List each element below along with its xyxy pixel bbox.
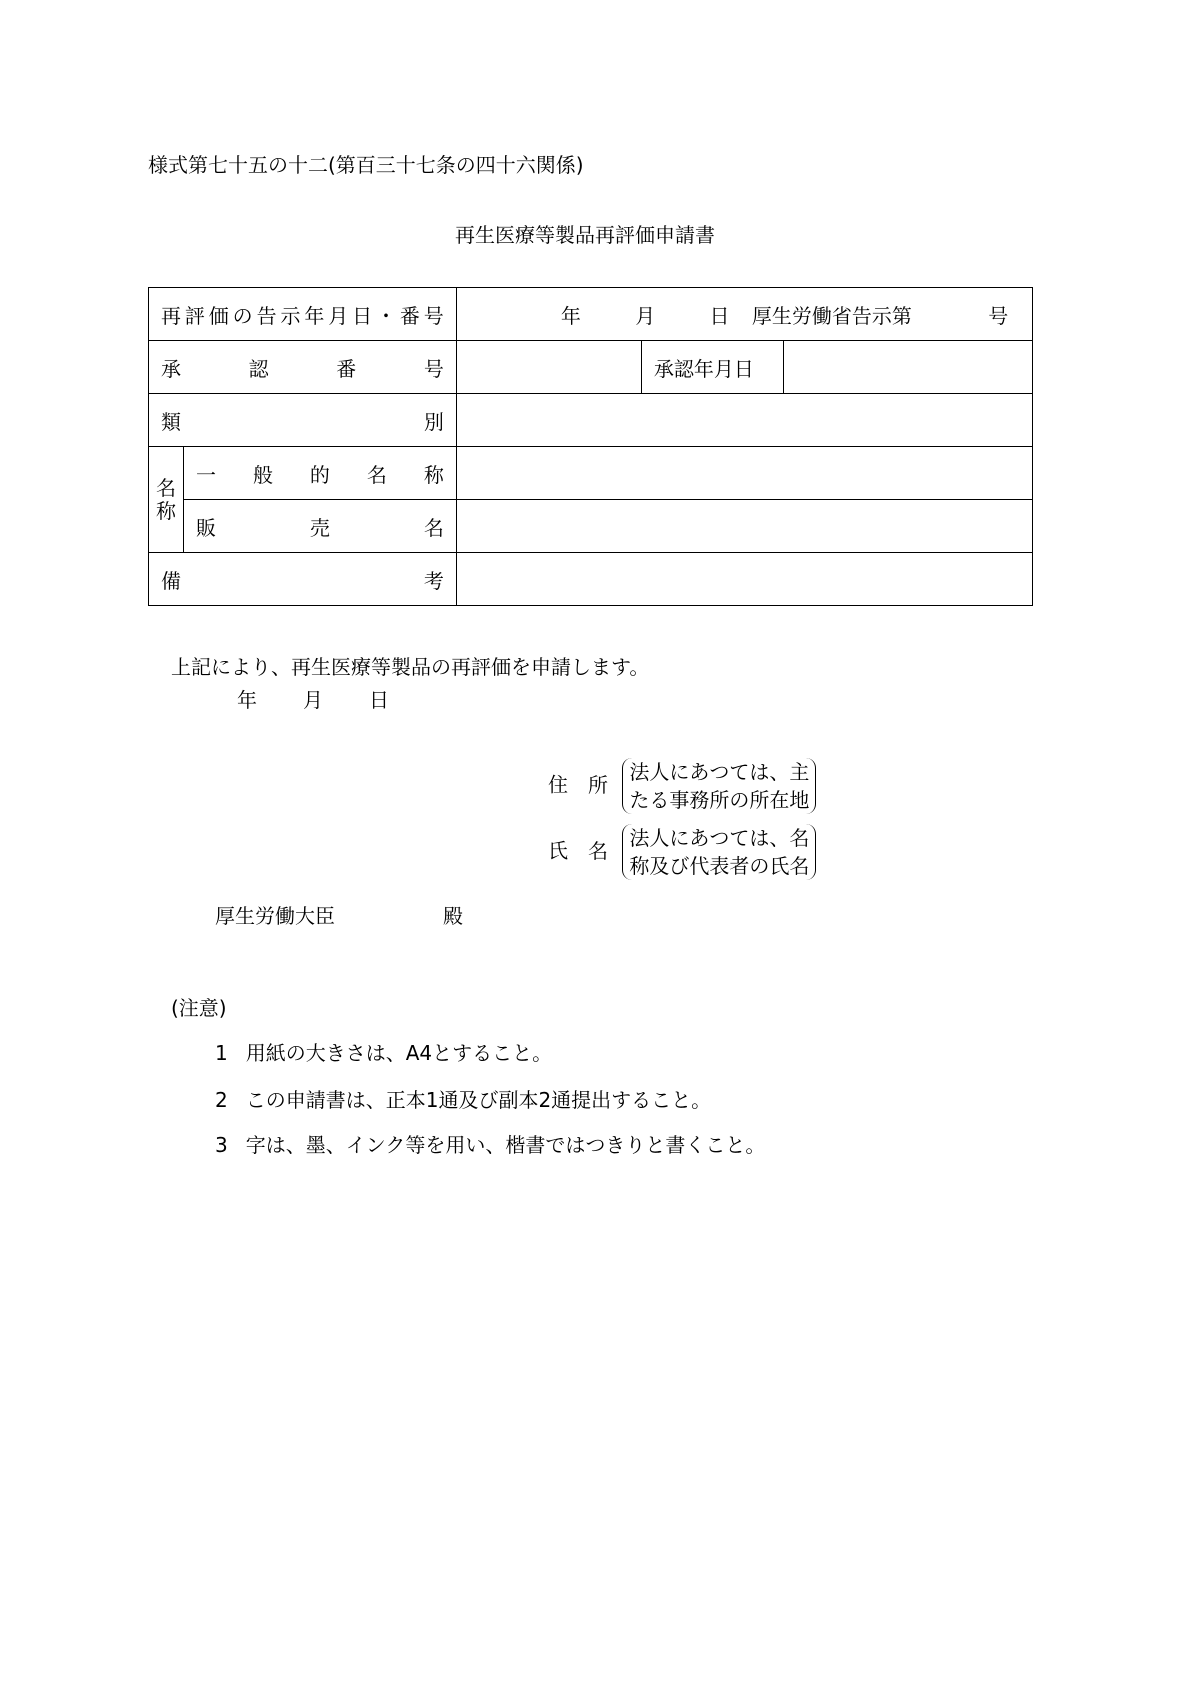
application-table [148, 287, 1033, 606]
address-note-line: たる事務所の所在地 [629, 788, 810, 812]
month-label: 月 [303, 688, 323, 712]
table-row [149, 394, 1033, 447]
name-note [622, 824, 816, 880]
label-char: 考 [423, 568, 444, 593]
number-label: 号 [988, 303, 1009, 328]
note-item [215, 1043, 552, 1063]
page-title: 再生医療等製品再評価申請書 [455, 223, 715, 247]
category-field[interactable] [456, 394, 1032, 447]
addressee-title: 厚生労働大臣 [215, 904, 335, 928]
label-char: 名 [423, 515, 444, 540]
address-label-2: 所 [588, 772, 608, 797]
label-char: 備 [161, 568, 181, 593]
address-note-line: 法人にあつては、主 [629, 760, 810, 784]
remarks-field[interactable] [456, 553, 1032, 606]
remarks-label [149, 553, 457, 606]
table-row [149, 288, 1033, 341]
label-char: ・ [376, 303, 397, 328]
year-label: 年 [237, 688, 257, 712]
name-label-2: 名 [588, 838, 608, 863]
label-char: 売 [309, 515, 330, 540]
label-char: 再 [161, 303, 181, 328]
approval-date-field[interactable] [783, 341, 1032, 394]
notes-heading: (注意) [171, 996, 227, 1020]
category-label [149, 394, 457, 447]
name-note-line: 称及び代表者の氏名 [629, 854, 810, 878]
label-char: 告 [256, 303, 277, 328]
address-block[interactable] [548, 758, 816, 814]
table-row [149, 553, 1033, 606]
day-label: 日 [369, 688, 389, 712]
note-item [215, 1090, 711, 1110]
label-char: 示 [280, 303, 301, 328]
label-char: 月 [328, 303, 349, 328]
name-group-label: 名称 [149, 447, 184, 553]
note-text: この申請書は、正本1通及び副本2通提出すること。 [245, 1088, 712, 1112]
label-char: 価 [208, 303, 229, 328]
form-header: 様式第七十五の十二(第百三十七条の四十六関係) [148, 153, 584, 177]
label-char: 承 [161, 356, 181, 381]
label-char: 般 [252, 462, 273, 487]
note-text: 用紙の大きさは、A4とすること。 [245, 1041, 553, 1065]
label-char: 類 [161, 409, 181, 434]
table-row [149, 447, 1033, 500]
note-number: 2 [215, 1088, 228, 1112]
label-char: 日 [352, 303, 373, 328]
notice-text: 厚生労働省告示第 [751, 303, 912, 328]
note-text: 字は、墨、インク等を用い、楷書ではつきりと書くこと。 [245, 1133, 766, 1157]
label-char: 番 [399, 303, 420, 328]
label-char: 別 [423, 409, 444, 434]
note-number: 1 [215, 1041, 228, 1065]
label-char: 名 [366, 462, 387, 487]
address-note [622, 758, 816, 814]
month-label: 月 [635, 303, 656, 328]
label-char: 号 [423, 356, 444, 381]
day-label: 日 [709, 303, 730, 328]
notice-value[interactable] [456, 288, 1032, 341]
label-char: 認 [248, 356, 269, 381]
approval-number-field[interactable] [456, 341, 641, 394]
name-block[interactable] [548, 824, 816, 880]
table-row [149, 341, 1033, 394]
year-label: 年 [560, 303, 581, 328]
note-number: 3 [215, 1133, 228, 1157]
label-char: 号 [423, 303, 444, 328]
address-label: 住 [548, 772, 568, 797]
brand-name-label [184, 500, 457, 553]
generic-name-field[interactable] [456, 447, 1032, 500]
brand-name-field[interactable] [456, 500, 1032, 553]
label-char: 番 [336, 356, 357, 381]
table-row [149, 500, 1033, 553]
label-char: 年 [304, 303, 325, 328]
label-char: 称 [423, 462, 444, 487]
label-char: の [232, 303, 253, 328]
label-char: 的 [309, 462, 330, 487]
approval-date-label: 承認年月日 [641, 341, 783, 394]
notice-label [149, 288, 457, 341]
label-char: 販 [196, 515, 216, 540]
name-note-line: 法人にあつては、名 [629, 826, 810, 850]
approval-number-label [149, 341, 457, 394]
name-label: 氏 [548, 838, 568, 863]
label-char: 一 [196, 462, 216, 487]
statement: 上記により、再生医療等製品の再評価を申請します。 [171, 655, 650, 679]
generic-name-label [184, 447, 457, 500]
addressee-honorific: 殿 [443, 904, 463, 928]
application-date [237, 690, 389, 710]
label-char: 評 [184, 303, 205, 328]
note-item [215, 1135, 765, 1155]
